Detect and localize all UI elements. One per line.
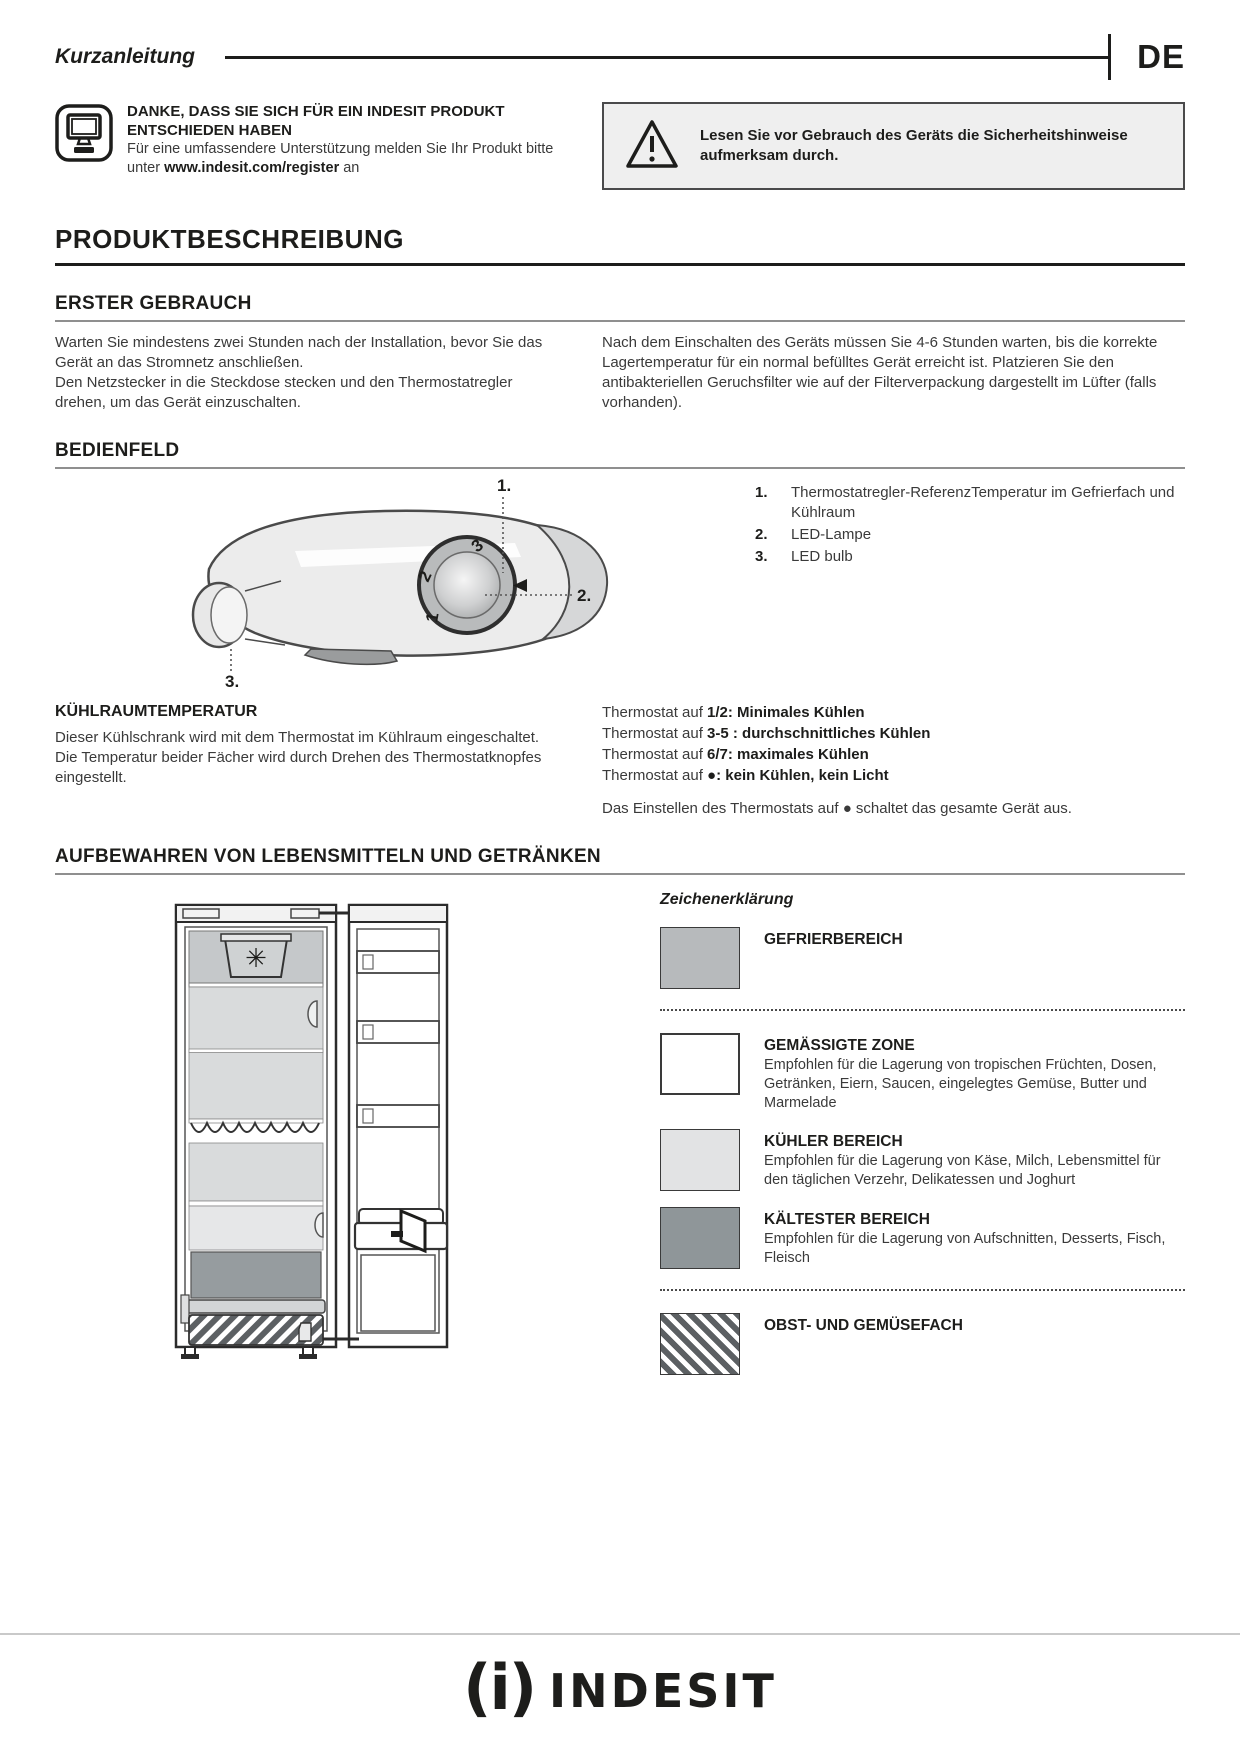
note-post: schaltet das gesamte Gerät aus. [851, 800, 1072, 817]
setting-line [602, 765, 1185, 786]
callout-3-label: 3. [225, 672, 240, 691]
control-panel-row [55, 473, 1185, 691]
temperature-p2: Die Temperatur beider Fächer wird durch Drehen des Thermostatknopfes eingestellt. [55, 749, 542, 786]
register-text [127, 102, 560, 190]
register-url: www.indesit.com/register [164, 160, 340, 176]
fridge-diagram [55, 891, 560, 1375]
section-product-description: PRODUKTBESCHREIBUNG [55, 224, 1185, 266]
panel-item-1-text: Thermostatregler-ReferenzTemperatur im Gefrierfach und Kühlraum [791, 484, 1175, 521]
cool-zone-swatch [660, 1129, 740, 1191]
shelf-1 [189, 983, 323, 987]
doc-type-title: Kurzanleitung [55, 45, 195, 68]
crisper-rail [181, 1295, 189, 1323]
mild-zone-label: GEMÄSSIGTE ZONE [764, 1037, 915, 1054]
note-pre: Das Einstellen des Thermostats auf [602, 800, 843, 817]
knob-number-1: 1 [422, 611, 443, 624]
snowflake-symbol: ✳ [245, 943, 267, 973]
freezer-zone-swatch [660, 927, 740, 989]
crisper-cover [187, 1300, 325, 1313]
thermostat-illustration [185, 473, 645, 691]
thanks-body: Für eine umfassendere Unterstützung melden Sie Ihr Produkt bitte unter [127, 141, 554, 176]
header-rule [225, 56, 1108, 59]
register-block [55, 102, 560, 190]
footer-rule [0, 1633, 1240, 1635]
legend-item-freezer [660, 927, 1185, 989]
off-dot-symbol: ● [842, 800, 852, 817]
setting-1-pre: Thermostat auf [602, 704, 708, 721]
first-use-right-p1: Nach dem Einschalten des Geräts müssen Sie 4-6 Stunden warten, bis die korrekte Lagertemperatur für ein normal befülltes Gerät erreicht ist. Platzieren Sie den antibakteriellen Geruchsfilter wie auf der Filterverpackung dargestellt im Lüfter (falls vorhanden). [602, 334, 1158, 411]
header-tick [1108, 34, 1111, 80]
intro-row [55, 102, 1185, 190]
legend-divider [660, 1289, 1185, 1291]
thanks-body-post: an [339, 160, 360, 176]
coldest-zone-label: KÄLTESTER BEREICH [764, 1211, 930, 1228]
setting-2-pre: Thermostat auf [602, 725, 708, 742]
temperature-p1: Dieser Kühlschrank wird mit dem Thermostat im Kühlraum eingeschaltet. [55, 729, 540, 746]
temperature-left [55, 702, 560, 819]
first-use-left-p2: Den Netzstecker in die Steckdose stecken und den Thermostatregler drehen, um das Gerät einzuschalten. [55, 374, 513, 411]
page-header [55, 34, 1185, 80]
first-use-columns [55, 333, 1185, 413]
mild-zone-desc: Empfohlen für die Lagerung von tropischen Früchten, Dosen, Getränken, Eiern, Saucen, eingelegtes Gemüse, Butter und Marmelade [764, 1057, 1157, 1111]
cool-zone-label: KÜHLER BEREICH [764, 1133, 903, 1150]
indesit-logo [0, 1651, 1240, 1724]
storage-legend [602, 891, 1185, 1375]
panel-item-1-num: 1. [755, 484, 768, 501]
thermostat-diagram [55, 473, 655, 691]
setting-line [602, 702, 1185, 723]
door-bin-3 [357, 1105, 439, 1127]
freezer-zone-label: GEFRIERBEREICH [764, 931, 903, 948]
thermostat-settings [602, 702, 1185, 786]
mild-zone-swatch [660, 1033, 740, 1095]
legend-divider [660, 1009, 1185, 1011]
door-bin-2 [357, 1021, 439, 1043]
setting-line [602, 744, 1185, 765]
foot-right-pad [299, 1354, 317, 1359]
led-lamp-cover-inner [211, 587, 247, 643]
coldest-zone [191, 1252, 321, 1298]
bin-handle [391, 1231, 403, 1237]
cabinet-top-bar [176, 905, 336, 922]
legend-item-cool [660, 1129, 1185, 1191]
coldest-zone-desc: Empfohlen für die Lagerung von Aufschnitten, Desserts, Fisch, Fleisch [764, 1231, 1166, 1266]
panel-item-2-num: 2. [755, 526, 768, 543]
setting-3-pre: Thermostat auf [602, 746, 708, 763]
door-bin-1 [357, 951, 439, 973]
thanks-title-line2: ENTSCHIEDEN HABEN [127, 122, 293, 139]
knob-number-2: 2 [414, 568, 436, 585]
page-footer [0, 1633, 1240, 1724]
section-control-panel: BEDIENFELD [55, 440, 1185, 469]
first-use-left-p1: Warten Sie mindestens zwei Stunden nach der Installation, bevor Sie das Gerät an das Stromnetz anschließen. [55, 334, 543, 371]
storage-row [55, 891, 1185, 1375]
first-use-right [602, 333, 1185, 413]
cool-zone-desc: Empfohlen für die Lagerung von Käse, Milch, Lebensmittel für den täglichen Verzehr, Delikatessen und Joghurt [764, 1153, 1161, 1188]
lamp-housing [208, 511, 591, 656]
section-first-use: ERSTER GEBRAUCH [55, 293, 1185, 322]
callout-2-label: 2. [577, 586, 592, 605]
panel-item-2-text: LED-Lampe [791, 526, 872, 543]
legend-item-coldest [660, 1207, 1185, 1269]
crisper-label: OBST- UND GEMÜSEFACH [764, 1317, 963, 1334]
bottle-detail [299, 1323, 311, 1341]
coldest-zone-swatch [660, 1207, 740, 1269]
legend-item-mild [660, 1033, 1185, 1113]
indesit-logo-mark: (i) [463, 1651, 536, 1724]
thanks-title-line1: DANKE, DASS SIE SICH FÜR EIN INDESIT PRODUKT [127, 103, 505, 120]
setting-2-value: 3-5 : durchschnittliches Kühlen [707, 725, 931, 742]
thermostat-knob [434, 552, 500, 618]
temperature-columns [55, 702, 1185, 819]
foot-left-pad [181, 1354, 199, 1359]
shelf-2 [189, 1049, 323, 1053]
computer-register-icon [55, 104, 113, 162]
cool-zone [189, 1206, 323, 1250]
fridge-illustration [173, 891, 451, 1365]
setting-4-pre: Thermostat auf [602, 767, 708, 784]
door-top-bar [349, 905, 447, 922]
control-panel-legend [655, 473, 1185, 691]
callout-1-label: 1. [497, 476, 512, 495]
freezer-box-lid [221, 934, 291, 941]
knob-number-3: 3 [467, 535, 487, 557]
door-lower-panel [361, 1255, 435, 1331]
housing-base [305, 649, 397, 664]
first-use-left [55, 333, 560, 413]
safety-warning-text: Lesen Sie vor Gebrauch des Geräts die Sicherheitshinweise aufmerksam durch. [700, 127, 1128, 164]
safety-warning-box [602, 102, 1185, 190]
crisper-swatch [660, 1313, 740, 1375]
setting-1-value: 1/2: Minimales Kühlen [707, 704, 865, 721]
section-storage: AUFBEWAHREN VON LEBENSMITTELN UND GETRÄNKEN [55, 846, 1185, 875]
temperature-right [602, 702, 1185, 819]
panel-item-3-text: LED bulb [791, 548, 853, 565]
language-code: DE [1137, 38, 1185, 75]
mid-zone [189, 1143, 323, 1201]
setting-line [602, 723, 1185, 744]
upper-zone [189, 987, 323, 1119]
thermostat-off-note [602, 799, 1185, 819]
setting-3-value: 6/7: maximales Kühlen [707, 746, 869, 763]
legend-item-crisper [660, 1313, 1185, 1375]
indesit-wordmark: INDESIT [549, 1663, 777, 1718]
warning-triangle-icon [624, 118, 680, 175]
legend-title: Zeichenerklärung [660, 891, 794, 908]
shelf-4 [189, 1201, 323, 1206]
temperature-title: KÜHLRAUMTEMPERATUR [55, 703, 258, 720]
setting-4-value: ●: kein Kühlen, kein Licht [707, 767, 889, 784]
panel-item-3-num: 3. [755, 548, 768, 565]
